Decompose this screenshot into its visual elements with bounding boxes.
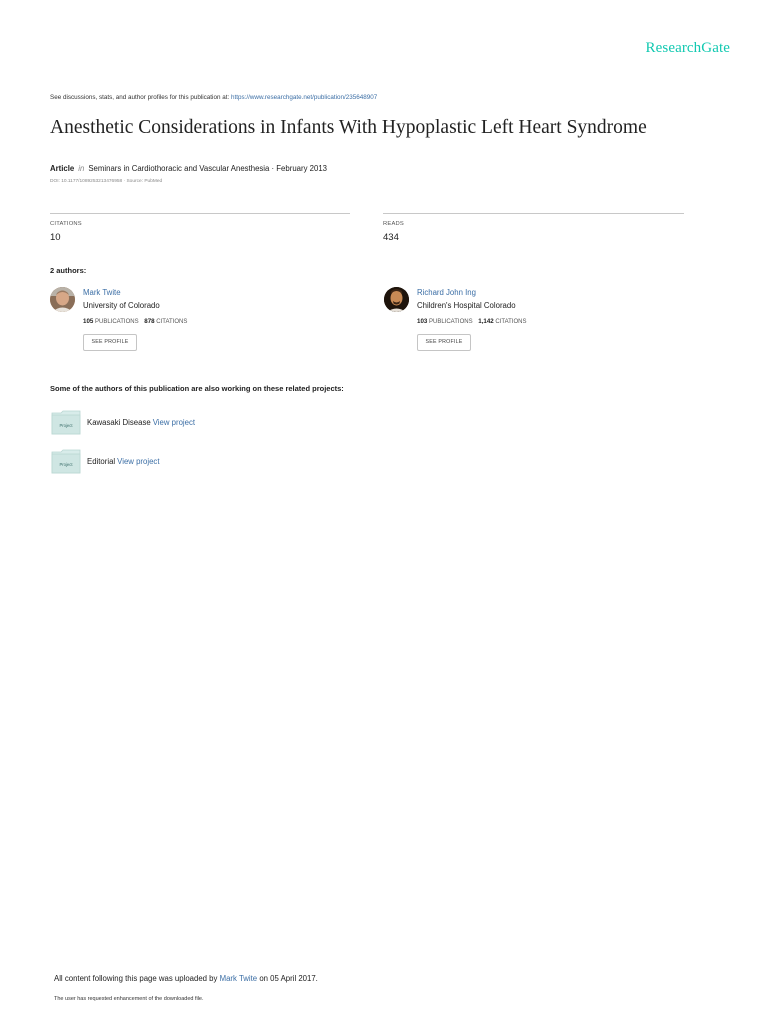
researchgate-logo[interactable]: ResearchGate	[645, 40, 730, 56]
author-name-link[interactable]: Richard John Ing	[417, 288, 476, 297]
reads-divider	[383, 213, 684, 214]
see-profile-button[interactable]: SEE PROFILE	[417, 334, 471, 351]
author-photo-icon[interactable]	[50, 287, 75, 312]
publications-label: PUBLICATIONS	[95, 319, 139, 325]
journal-date: Seminars in Cardiothoracic and Vascular Anesthesia · February 2013	[88, 164, 328, 173]
upload-date: on 05 April 2017.	[259, 974, 318, 983]
see-profile-button[interactable]: SEE PROFILE	[83, 334, 137, 351]
see-discussions-text: See discussions, stats, and author profiles for this publication at:	[50, 94, 230, 101]
author-counts	[417, 318, 527, 325]
enhancement-note: The user has requested enhancement of the downloaded file.	[54, 996, 204, 1002]
reads-label: READS	[383, 221, 404, 227]
publication-title: Anesthetic Considerations in Infants With Hypoplastic Left Heart Syndrome	[50, 117, 647, 138]
publications-label: PUBLICATIONS	[429, 319, 473, 325]
author-photo-icon[interactable]	[384, 287, 409, 312]
view-project-link[interactable]: View project	[152, 418, 196, 427]
author-card	[384, 287, 684, 357]
citations-count: 878	[144, 318, 155, 325]
publications-count: 103	[417, 318, 428, 325]
author-institution: University of Colorado	[83, 301, 160, 310]
publication-url-link[interactable]: https://www.researchgate.net/publication/235648907	[230, 94, 378, 101]
author-name-link[interactable]: Mark Twite	[83, 288, 121, 297]
citations-divider	[50, 213, 350, 214]
author-institution: Children's Hospital Colorado	[417, 301, 516, 310]
folder-icon	[50, 449, 82, 475]
author-card	[50, 287, 350, 357]
citations-label: CITATIONS	[50, 221, 82, 227]
project-folder-label: Project	[59, 462, 73, 467]
project-name: Kawasaki Disease	[87, 418, 151, 427]
authors-header: 2 authors:	[50, 266, 87, 275]
publications-count: 105	[83, 318, 94, 325]
in-label: in	[78, 164, 85, 173]
citations-label: CITATIONS	[495, 319, 527, 325]
project-text	[87, 457, 160, 466]
citations-count: 1,142	[478, 318, 494, 325]
project-text	[87, 418, 195, 427]
upload-prefix: All content following this page was uploaded by	[54, 974, 218, 983]
project-item	[50, 410, 450, 436]
view-project-link[interactable]: View project	[117, 457, 160, 466]
project-name: Editorial	[87, 457, 116, 466]
citations-label: CITATIONS	[156, 319, 188, 325]
citations-value: 10	[50, 232, 61, 243]
uploader-link[interactable]: Mark Twite	[219, 974, 258, 983]
author-counts	[83, 318, 187, 325]
project-item	[50, 449, 450, 475]
folder-icon	[50, 410, 82, 436]
doi-source: DOI: 10.1177/1089253213476958 · Source: PubMed	[50, 179, 163, 184]
related-projects-header: Some of the authors of this publication are also working on these related projects:	[50, 384, 344, 393]
see-discussions-line	[50, 94, 377, 101]
publication-meta	[50, 164, 327, 173]
article-type: Article	[50, 164, 75, 173]
project-folder-label: Project	[59, 423, 73, 428]
upload-footer	[54, 974, 318, 983]
reads-value: 434	[383, 232, 399, 243]
